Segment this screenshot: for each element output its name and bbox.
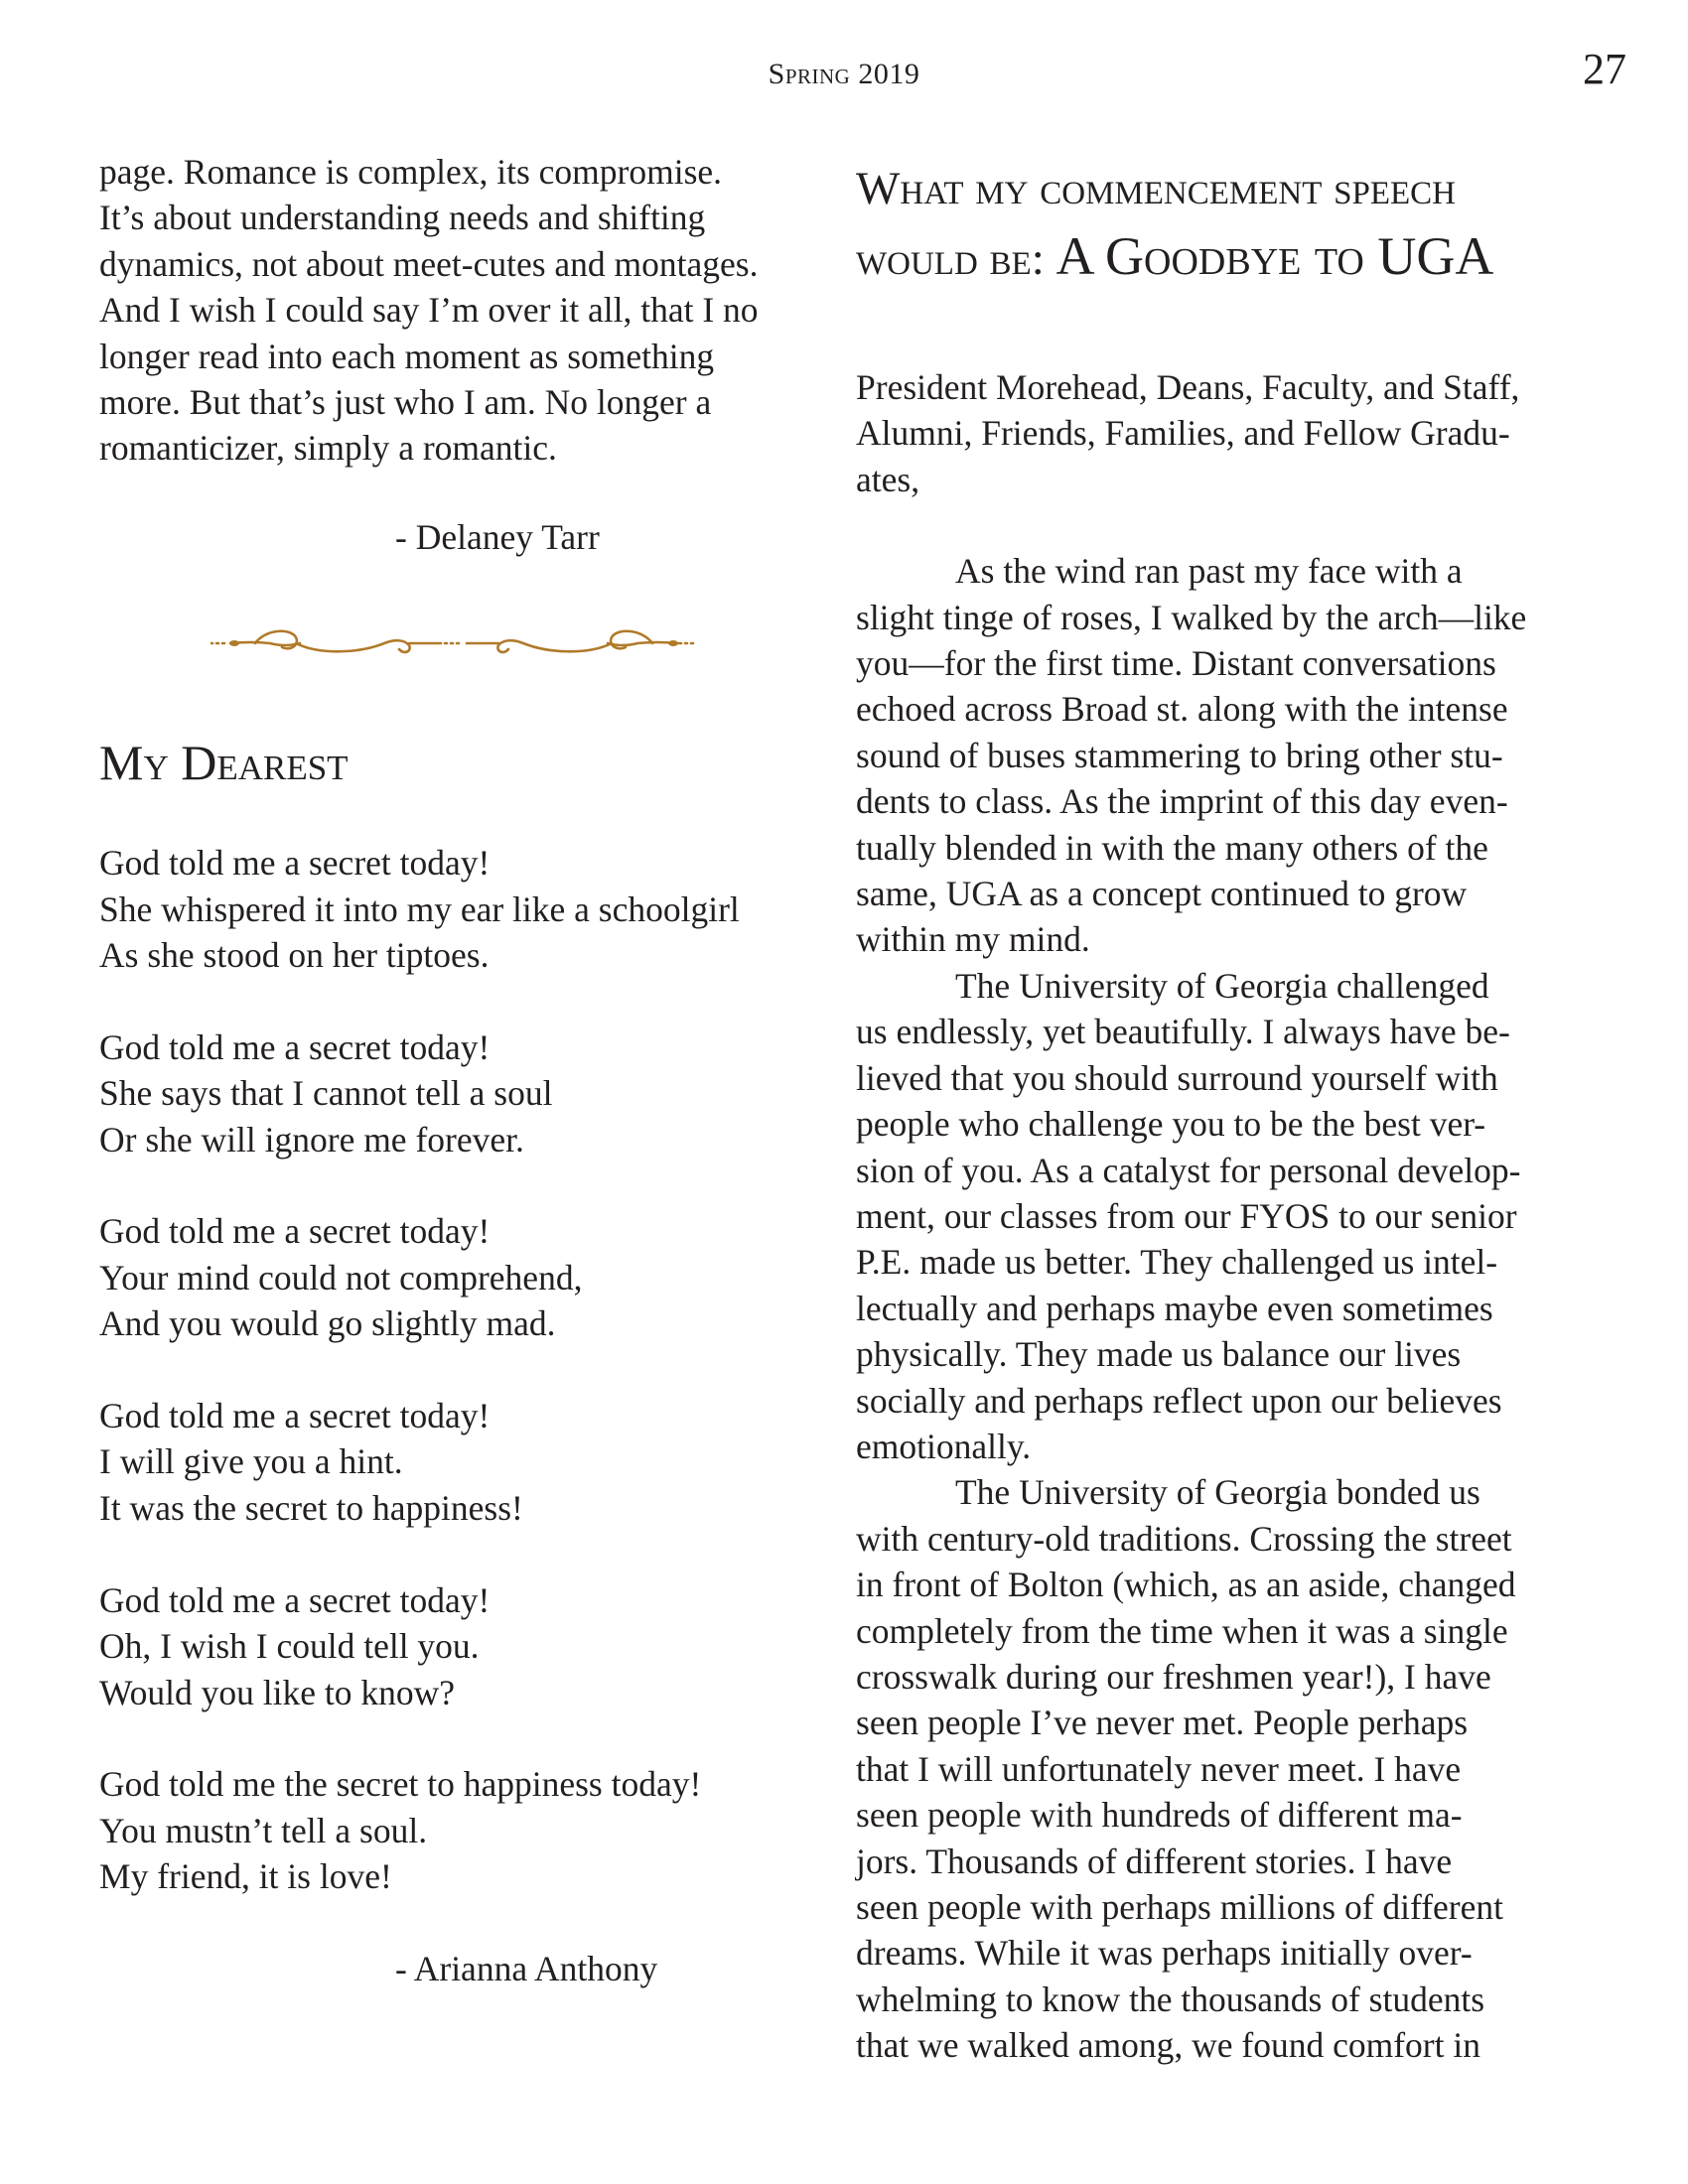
- text-line: with century-old traditions. Crossing the street: [856, 1518, 1512, 1559]
- poem-author-signature: - Arianna Anthony: [395, 1948, 658, 1988]
- text-line: same, UGA as a concept continued to grow: [856, 874, 1468, 914]
- text-line: you—for the first time. Distant conversations: [856, 643, 1496, 684]
- author-signature: - Delaney Tarr: [395, 516, 600, 557]
- article-title-line: [856, 222, 1591, 293]
- text-line: seen people with hundreds of different ma-: [856, 1795, 1463, 1836]
- text-line: within my mind.: [856, 919, 1090, 960]
- text-line: dents to class. As the imprint of this day even-: [856, 781, 1508, 822]
- poem-stanza: [99, 1024, 824, 1162]
- poem-line: Or she will ignore me forever.: [99, 1119, 524, 1160]
- page-number: 27: [1583, 45, 1626, 93]
- article-title-line: What my commencement speech: [856, 163, 1456, 214]
- article-title-part: would be:: [856, 233, 1045, 285]
- poem-line: And you would go slightly mad.: [99, 1303, 556, 1344]
- text-line: Alumni, Friends, Families, and Fellow Gradu-: [856, 413, 1510, 454]
- text-line: ment, our classes from our FYOS to our senior: [856, 1195, 1517, 1236]
- text-line: P.E. made us better. They challenged us intel-: [856, 1242, 1498, 1283]
- speech-salutation: [856, 364, 1591, 502]
- poem-stanza: [99, 1208, 824, 1346]
- poem-line: God told me a secret today!: [99, 1579, 491, 1620]
- poem-stanza: [99, 1761, 824, 1899]
- text-line: tually blended in with the many others of the: [856, 827, 1488, 868]
- text-line: echoed across Broad st. along with the intense: [856, 689, 1508, 730]
- speech-paragraph: [856, 548, 1591, 963]
- poem-line: God told me a secret today!: [99, 1211, 491, 1252]
- running-head: Spring 2019: [768, 58, 920, 90]
- text-line: people who challenge you to be the best ver-: [856, 1104, 1486, 1145]
- text-line: lieved that you should surround yourself with: [856, 1057, 1498, 1098]
- poem-stanza: [99, 1577, 824, 1715]
- text-line: And I wish I could say I’m over it all, that I no: [99, 290, 759, 331]
- text-line: sound of buses stammering to bring other stu-: [856, 735, 1503, 775]
- poem-line: I will give you a hint.: [99, 1441, 403, 1482]
- poem-line: God told me a secret today!: [99, 843, 491, 884]
- text-line: romanticizer, simply a romantic.: [99, 428, 557, 469]
- poem-line: Would you like to know?: [99, 1672, 456, 1712]
- text-line: us endlessly, yet beautifully. I always have be-: [856, 1012, 1510, 1052]
- text-line: As the wind ran past my face with a: [955, 551, 1463, 592]
- speech-paragraph: [856, 1469, 1591, 2068]
- poem-line: You mustn’t tell a soul.: [99, 1810, 428, 1850]
- speech-paragraph: [856, 963, 1591, 1469]
- text-line: lectually and perhaps maybe even sometimes: [856, 1288, 1493, 1328]
- poem-stanza: [99, 1393, 824, 1531]
- prior-piece-ending: [99, 149, 824, 472]
- poem-line: She says that I cannot tell a soul: [99, 1073, 553, 1114]
- text-line: physically. They made us balance our lives: [856, 1334, 1462, 1375]
- text-line: President Morehead, Deans, Faculty, and Staff,: [856, 367, 1520, 407]
- poem-line: As she stood on her tiptoes.: [99, 935, 490, 976]
- poem-stanza: [99, 840, 824, 978]
- text-line: The University of Georgia challenged: [955, 965, 1489, 1006]
- text-line: sion of you. As a catalyst for personal develop-: [856, 1150, 1521, 1190]
- text-line: socially and perhaps reflect upon our believes: [856, 1380, 1502, 1421]
- decorative-flourish-icon: [211, 621, 697, 665]
- left-column: [99, 149, 824, 1991]
- text-line: dynamics, not about meet-cutes and montages.: [99, 243, 759, 284]
- article-title-part: A Goodbye to UGA: [1055, 226, 1494, 286]
- text-line: that I will unfortunately never meet. I have: [856, 1748, 1462, 1789]
- text-line: ates,: [856, 459, 920, 499]
- poem-line: It was the secret to happiness!: [99, 1487, 523, 1528]
- right-column: [856, 149, 1591, 2069]
- text-line: page. Romance is complex, its compromise.: [99, 152, 723, 192]
- text-line: that we walked among, we found comfort in: [856, 2025, 1480, 2066]
- text-line: seen people I’ve never met. People perhaps: [856, 1703, 1469, 1743]
- poem-body: [99, 840, 824, 1899]
- poem-line: God told me a secret today!: [99, 1396, 491, 1436]
- poem-title: My Dearest: [99, 735, 349, 791]
- poem-line: God told me a secret today!: [99, 1026, 491, 1067]
- text-line: jors. Thousands of different stories. I have: [856, 1841, 1453, 1881]
- article-title: [856, 155, 1591, 293]
- text-line: seen people with perhaps millions of different: [856, 1887, 1503, 1927]
- text-line: It’s about understanding needs and shifting: [99, 198, 706, 238]
- text-line: crosswalk during our freshmen year!), I have: [856, 1656, 1491, 1697]
- text-line: emotionally.: [856, 1426, 1032, 1466]
- text-line: whelming to know the thousands of students: [856, 1979, 1485, 2019]
- poem-line: My friend, it is love!: [99, 1856, 392, 1897]
- text-line: in front of Bolton (which, as an aside, changed: [856, 1565, 1516, 1605]
- text-line: longer read into each moment as something: [99, 336, 715, 376]
- text-line: more. But that’s just who I am. No longer a: [99, 382, 712, 423]
- text-line: dreams. While it was perhaps initially over-: [856, 1933, 1473, 1974]
- speech-body: [856, 548, 1591, 2068]
- poem-line: Your mind could not comprehend,: [99, 1257, 583, 1297]
- poem-line: Oh, I wish I could tell you.: [99, 1626, 480, 1667]
- poem-line: She whispered it into my ear like a schoolgirl: [99, 888, 740, 929]
- text-line: The University of Georgia bonded us: [955, 1472, 1480, 1513]
- text-line: slight tinge of roses, I walked by the arch—like: [856, 597, 1527, 637]
- poem-line: God told me the secret to happiness today!: [99, 1764, 702, 1805]
- text-line: completely from the time when it was a single: [856, 1610, 1508, 1651]
